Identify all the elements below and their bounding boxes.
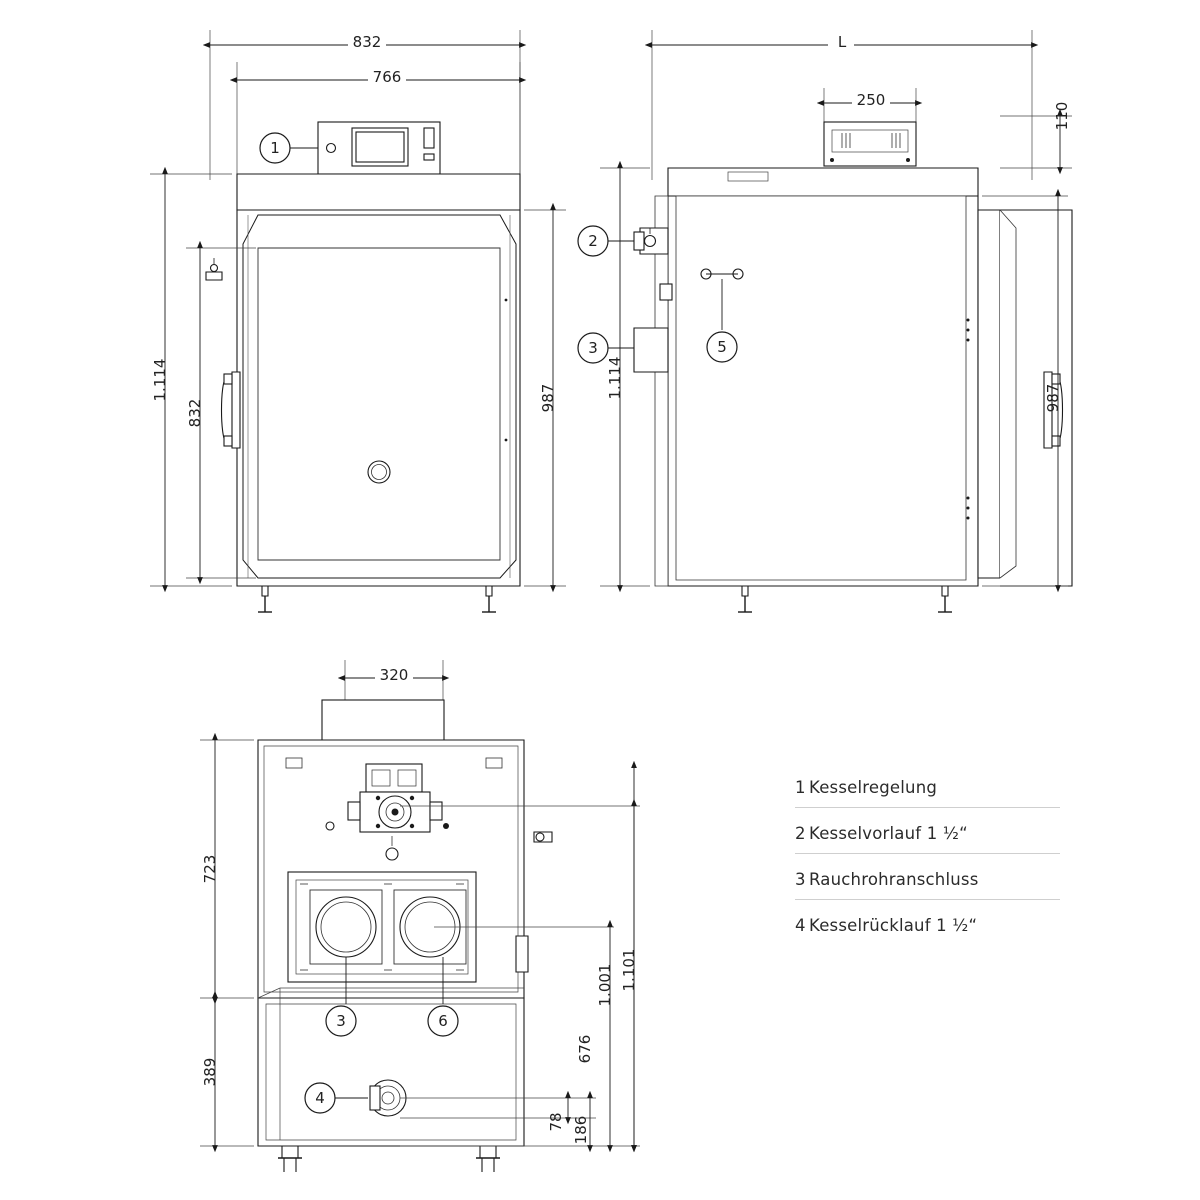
dim-front-inner-width: 766 [372, 68, 402, 86]
side-view [578, 30, 1072, 612]
balloon-6: 6 [438, 1012, 448, 1030]
dim-front-width: 832 [352, 33, 382, 51]
dim-side-overall-height: 1.114 [606, 356, 624, 400]
rear-view [200, 660, 640, 1172]
dim-front-overall-height: 1.114 [151, 358, 169, 402]
legend-item-1-number: 1 [795, 778, 806, 797]
balloon-5: 5 [717, 338, 727, 356]
dim-rear-center-mid: 1.001 [596, 963, 614, 1007]
legend-item-2-number: 2 [795, 824, 806, 843]
dim-side-top-box-width: 250 [856, 91, 886, 109]
legend-item-4-number: 4 [795, 916, 806, 935]
dim-rear-bottom-small: 78 [547, 1112, 565, 1132]
dim-side-body-height: 987 [1044, 383, 1062, 413]
legend-item-1-label: Kesselregelung [809, 778, 938, 797]
dim-rear-upper-height: 723 [201, 854, 219, 884]
dim-rear-center-high: 1.101 [620, 948, 638, 992]
legend-item-3-number: 3 [795, 870, 806, 889]
legend-item-2-label: Kesselvorlauf 1 ½“ [809, 824, 968, 843]
balloon-1: 1 [270, 139, 280, 157]
legend-item-2 [795, 824, 1060, 854]
dim-side-length: L [837, 33, 847, 51]
dim-side-top-height: 110 [1053, 101, 1071, 131]
legend-item-4 [795, 916, 1060, 945]
dim-rear-top-box-width: 320 [379, 666, 409, 684]
balloon-4: 4 [315, 1089, 325, 1107]
legend-item-3-label: Rauchrohranschluss [809, 870, 979, 889]
dim-rear-bottom-base: 186 [572, 1115, 590, 1145]
dim-front-body-height: 987 [539, 383, 557, 413]
dim-front-door-height: 832 [186, 398, 204, 428]
dim-rear-lower-height: 389 [201, 1057, 219, 1087]
dim-rear-center-low: 676 [576, 1034, 594, 1064]
balloon-3-rear: 3 [336, 1012, 346, 1030]
front-view [150, 30, 566, 612]
balloon-2: 2 [588, 232, 598, 250]
legend-item-3 [795, 870, 1060, 900]
legend [795, 778, 1060, 961]
legend-item-4-label: Kesselrücklauf 1 ½“ [809, 916, 978, 935]
balloon-3-side: 3 [588, 339, 598, 357]
legend-item-1 [795, 778, 1060, 808]
